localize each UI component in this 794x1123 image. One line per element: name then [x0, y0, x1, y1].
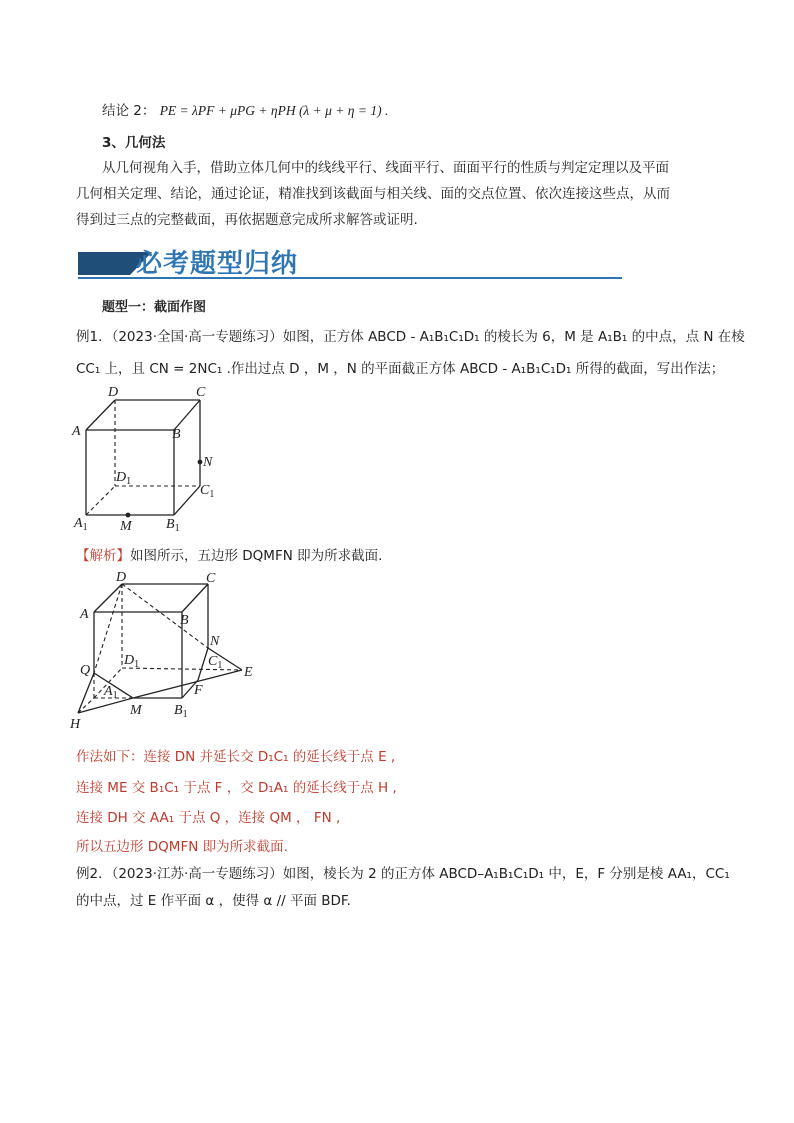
line-ME: [133, 670, 242, 698]
conclusion-2-formula: PE = λPF + μPG + ηPH (λ + μ + η = 1) .: [159, 103, 389, 118]
edge-BC: [182, 584, 208, 612]
label-N: N: [203, 455, 213, 470]
example-1-line-2: CC₁ 上，且 CN = 2NC₁ .作出过点 D ，M ，N 的平面截正方体 ABCD - A₁B₁C₁D₁ 所得的截面，写出作法；: [76, 361, 725, 377]
label-C: C: [196, 385, 206, 400]
label-B1: $B_1$: [174, 703, 188, 720]
example-1-line-1: 例1．（2023·全国·高一专题练习）如图，正方体 ABCD - A₁B₁C₁D₁ 的棱长为 6，M 是 A₁B₁ 的中点，点 N 在棱: [76, 329, 745, 345]
point-N: [198, 460, 203, 465]
label-C1: $C_1$: [200, 483, 215, 500]
section-NF: [198, 648, 208, 680]
label-D: D: [116, 570, 127, 585]
conclusion-2-label: 结论 2：: [102, 103, 156, 119]
label-A1: $A_1$: [104, 684, 118, 701]
example-2-line-1: 例2．（2023·江苏·高一专题练习）如图，棱长为 2 的正方体 ABCD–A₁B₁C₁D₁ 中，E，F 分别是棱 AA₁，CC₁: [76, 866, 730, 882]
figure-2-section: [60, 568, 270, 733]
line-HQ: [78, 673, 94, 713]
label-H: H: [70, 717, 81, 732]
edge-BC: [174, 400, 200, 430]
label-C: C: [206, 571, 216, 586]
method-line-3: 连接 DH 交 AA₁ 于点 Q ，连接 QM ， FN ,: [76, 810, 341, 826]
section-3-body-line-1: 从几何视角入手，借助立体几何中的线线平行、线面平行、面面平行的性质与判定定理以及平面: [102, 160, 669, 176]
label-F: F: [194, 683, 203, 698]
banner-title: 必考题型归纳: [136, 249, 299, 279]
method-line-4: 所以五边形 DQMFN 即为所求截面.: [76, 839, 288, 855]
section-3-heading: 3、几何法: [102, 135, 166, 151]
label-D: D: [108, 385, 119, 400]
point-M: [126, 513, 131, 518]
label-B: B: [180, 613, 189, 628]
label-D1: $D_1$: [124, 653, 140, 670]
label-C1: $C_1$: [208, 654, 223, 671]
type-1-heading: 题型一：截面作图: [102, 300, 207, 315]
section-DN-hidden: [122, 584, 208, 648]
edge-AD: [86, 400, 115, 430]
banner-block: [78, 252, 130, 275]
label-B: B: [172, 427, 181, 442]
label-A: A: [80, 607, 89, 622]
method-line-2: 连接 ME 交 B₁C₁ 于点 F ，交 D₁A₁ 的延长线于点 H ,: [76, 780, 397, 796]
conclusion-2: [102, 99, 388, 119]
analysis-text: 如图所示，五边形 DQMFN 即为所求截面.: [130, 548, 383, 564]
edge-A1D1-hidden: [86, 486, 115, 515]
label-E: E: [244, 665, 253, 680]
label-M: M: [130, 703, 142, 718]
analysis-tag: 【解析】: [76, 548, 130, 564]
label-A1: $A_1$: [74, 516, 88, 533]
label-N: N: [210, 634, 220, 649]
label-A: A: [72, 424, 81, 439]
label-B1: $B_1$: [166, 517, 180, 534]
label-D1: $D_1$: [116, 470, 132, 487]
figure-1-cube: [60, 380, 240, 535]
analysis: [76, 544, 382, 564]
method-line-1: 作法如下：连接 DN 并延长交 D₁C₁ 的延长线于点 E ,: [76, 749, 396, 765]
section-3-body-line-3: 得到过三点的完整截面，再依据题意完成所求解答或证明.: [76, 212, 418, 228]
edge-B1C1: [174, 486, 200, 515]
example-2-line-2: 的中点，过 E 作平面 α ，使得 α // 平面 BDF.: [76, 893, 351, 909]
label-M: M: [120, 519, 132, 534]
section-3-body-line-2: 几何相关定理、结论，通过论证，精准找到该截面与相关线、面的交点位置、依次连接这些点，从而: [76, 186, 670, 202]
label-Q: Q: [80, 663, 91, 678]
line-HM: [78, 698, 133, 713]
